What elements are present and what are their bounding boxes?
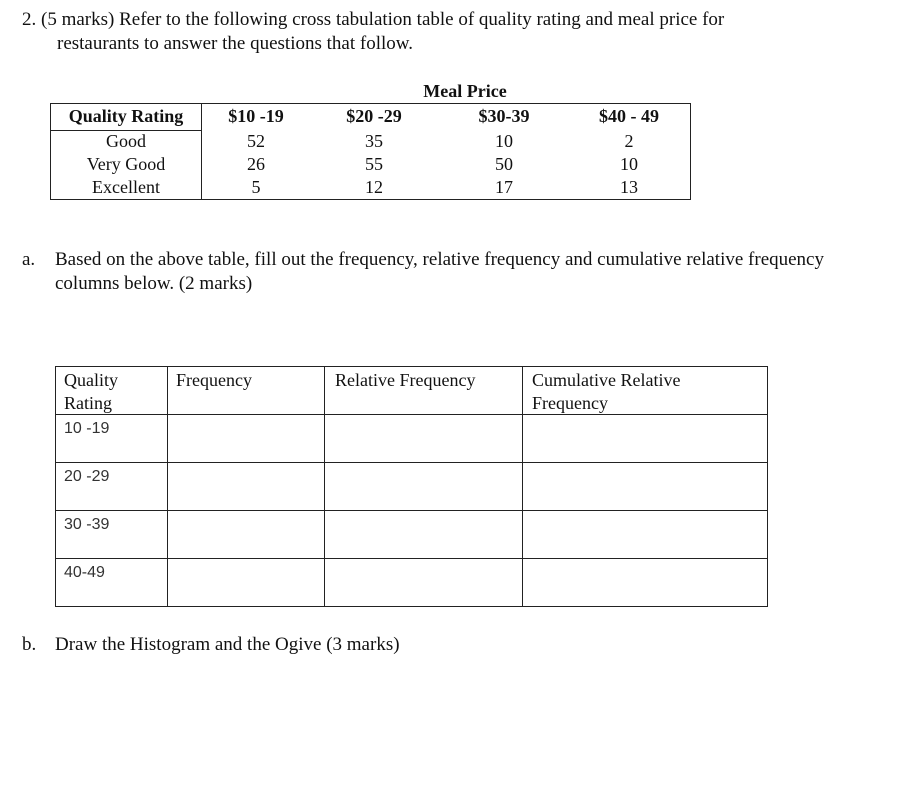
header-cumulative-frequency: Frequency — [532, 393, 608, 413]
table-cell: 5 — [251, 177, 261, 197]
col-header: $10 -19 — [228, 106, 284, 126]
row-label: Good — [106, 131, 146, 151]
meal-price-header: Meal Price — [423, 81, 507, 101]
header-relative-frequency: Relative Frequency — [335, 370, 476, 390]
row-label: Very Good — [86, 154, 166, 174]
table-cell: 10 — [495, 131, 513, 151]
table-cell: 12 — [365, 177, 383, 197]
frequency-table — [55, 366, 768, 607]
part-a-marker: a. — [22, 249, 36, 270]
table-cell: 55 — [365, 154, 383, 174]
row-label: Excellent — [92, 177, 160, 197]
question-line-2: restaurants to answer the questions that follow. — [57, 33, 413, 54]
row-label-30-39: 30 -39 — [64, 516, 110, 533]
crosstab-table — [50, 103, 691, 200]
header-cumulative: Cumulative Relative — [532, 370, 681, 390]
table-cell: 35 — [365, 131, 383, 151]
part-a-line-1: Based on the above table, fill out the frequency, relative frequency and cumulative relative frequency — [55, 249, 824, 270]
part-b-text: Draw the Histogram and the Ogive (3 marks) — [55, 634, 400, 655]
table-cell: 52 — [247, 131, 265, 151]
col-header: $30-39 — [478, 106, 530, 126]
table-cell: 2 — [624, 131, 634, 151]
row-label-20-29: 20 -29 — [64, 468, 110, 485]
table-cell: 17 — [495, 177, 513, 197]
quality-rating-header: Quality Rating — [68, 106, 184, 126]
header-frequency: Frequency — [176, 370, 252, 390]
part-b-marker: b. — [22, 634, 37, 655]
col-header: $40 - 49 — [599, 106, 659, 126]
col-header: $20 -29 — [346, 106, 402, 126]
row-label-10-19: 10 -19 — [64, 420, 110, 437]
question-line-1: 2. (5 marks) Refer to the following cross tabulation table of quality rating and meal price for — [22, 9, 725, 30]
table-cell: 13 — [620, 177, 638, 197]
table-cell: 26 — [247, 154, 265, 174]
row-label-40-49: 40-49 — [64, 564, 105, 581]
header-quality: Quality — [64, 370, 118, 390]
part-a-line-2: columns below. (2 marks) — [55, 273, 253, 294]
header-rating: Rating — [64, 393, 112, 413]
table-cell: 50 — [495, 154, 513, 174]
table-cell: 10 — [620, 154, 638, 174]
